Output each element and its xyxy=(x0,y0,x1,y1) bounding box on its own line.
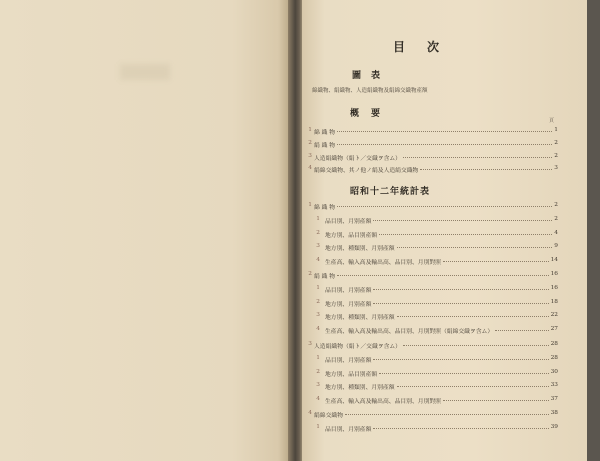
summary-entry xyxy=(304,152,558,162)
leader-dots xyxy=(403,157,552,158)
leader-dots xyxy=(397,247,552,248)
summary-entry xyxy=(304,126,558,136)
leader-dots xyxy=(373,220,552,221)
entry-page: 22 xyxy=(550,312,558,318)
leader-dots xyxy=(379,373,549,374)
entry-page: 3 xyxy=(554,165,558,171)
leader-dots xyxy=(397,316,549,317)
entry-number: 2 xyxy=(316,230,320,236)
leader-dots xyxy=(373,303,549,304)
stats-item-entry xyxy=(304,215,558,225)
toc-title: 目次 xyxy=(393,40,462,54)
leader-dots xyxy=(337,131,552,132)
stats-item-entry xyxy=(304,368,558,378)
entry-label: 地方別、種類別、月別產額 xyxy=(325,315,395,321)
entry-label: 綿 織 物 xyxy=(314,205,336,211)
entry-page: 30 xyxy=(550,369,558,375)
page-column-label: 頁 xyxy=(549,118,555,124)
entry-label: 品目別、月別產額 xyxy=(325,219,372,225)
entry-number: 4 xyxy=(316,396,320,402)
entry-page: 37 xyxy=(550,396,558,402)
entry-page: 9 xyxy=(554,243,558,249)
stats-item-entry xyxy=(304,423,558,433)
stats-item-entry xyxy=(304,242,558,252)
leader-dots xyxy=(345,414,549,415)
entry-number: 2 xyxy=(316,369,320,375)
leader-dots xyxy=(337,144,552,145)
entry-label: 品目別、月別產額 xyxy=(325,358,372,364)
entry-page: 4 xyxy=(554,230,558,236)
stats-section-entry xyxy=(304,340,558,350)
entry-label: 地方別、種類別、月別產額 xyxy=(325,385,395,391)
entry-label: 絹綿交織物 xyxy=(314,413,343,419)
entry-label: 生產高、輸入高及輸出高、品目別、月別對照 xyxy=(325,399,441,405)
entry-page: 14 xyxy=(550,257,558,263)
leader-dots xyxy=(403,345,549,346)
stats-item-entry xyxy=(304,298,558,308)
entry-label: 生產高、輸入高及輸出高、品目別、月別對照（絹綿交織ヲ含ム） xyxy=(325,329,494,335)
stats-item-entry xyxy=(304,381,558,391)
entry-label: 綿 織 物 xyxy=(314,130,336,136)
leader-dots xyxy=(373,428,549,429)
entry-label: 人造絹織物（絹ト／交織ヲ含ム） xyxy=(314,156,401,162)
entry-label: 絹 織 物 xyxy=(314,274,336,280)
entry-label: 生產高、輸入高及輸出高、品目別、月別對照 xyxy=(325,260,441,266)
stats-section-entry xyxy=(304,201,558,211)
entry-label: 地方別、種類別、月別產額 xyxy=(325,246,395,252)
entry-label: 地方別、品目別產額 xyxy=(325,372,378,378)
page-edge xyxy=(587,0,600,461)
entry-number: 1 xyxy=(316,355,320,361)
entry-number: 3 xyxy=(308,341,312,347)
entry-page: 2 xyxy=(554,140,558,146)
entry-page: 27 xyxy=(550,326,558,332)
entry-label: 人造絹織物（絹ト／交織ヲ含ム） xyxy=(314,344,401,350)
stats-item-entry xyxy=(304,311,558,321)
entry-label: 地方別、月別產額 xyxy=(325,302,372,308)
entry-label: 品目別、月別產額 xyxy=(325,427,372,433)
entry-number: 1 xyxy=(316,216,320,222)
entry-number: 3 xyxy=(308,153,312,159)
entry-page: 28 xyxy=(550,341,558,347)
leader-dots xyxy=(420,169,552,170)
entry-number: 2 xyxy=(316,299,320,305)
stats-item-entry xyxy=(304,256,558,266)
figures-subtitle: 綿織物、絹織物、人造絹織物及絹綿交織物產額 xyxy=(312,88,428,94)
leader-dots xyxy=(373,359,549,360)
leader-dots xyxy=(337,275,549,276)
leader-dots xyxy=(495,330,549,331)
entry-page: 16 xyxy=(550,285,558,291)
bleed-through-text xyxy=(120,64,170,80)
left-page xyxy=(0,0,290,461)
summary-entry xyxy=(304,139,558,149)
figures-heading: 圖表 xyxy=(352,71,391,81)
entry-label: 絹綿交織物、其ノ他ノ絹及人造絹交織物 xyxy=(314,168,419,174)
summary-heading: 概要 xyxy=(350,109,393,119)
stats-item-entry xyxy=(304,284,558,294)
entry-number: 4 xyxy=(308,165,312,171)
entry-number: 4 xyxy=(308,410,312,416)
entry-number: 1 xyxy=(308,202,312,208)
leader-dots xyxy=(337,206,552,207)
entry-number: 1 xyxy=(316,285,320,291)
entry-page: 2 xyxy=(554,216,558,222)
entry-page: 16 xyxy=(550,271,558,277)
entry-label: 地方別、品目別產額 xyxy=(325,233,378,239)
stats-item-entry xyxy=(304,325,558,335)
entry-page: 18 xyxy=(550,299,558,305)
entry-label: 絹 織 物 xyxy=(314,143,336,149)
entry-page: 33 xyxy=(550,382,558,388)
entry-number: 4 xyxy=(316,257,320,263)
stats-heading: 昭和十二年統計表 xyxy=(350,187,431,197)
entry-number: 2 xyxy=(308,140,312,146)
entry-number: 2 xyxy=(308,271,312,277)
leader-dots xyxy=(373,289,549,290)
summary-entry xyxy=(304,164,558,174)
entry-number: 1 xyxy=(308,127,312,133)
stats-item-entry xyxy=(304,354,558,364)
leader-dots xyxy=(379,234,552,235)
entry-label: 品目別、月別產額 xyxy=(325,288,372,294)
entry-page: 2 xyxy=(554,153,558,159)
leader-dots xyxy=(443,400,549,401)
entry-number: 1 xyxy=(316,424,320,430)
entry-page: 38 xyxy=(550,410,558,416)
stats-item-entry xyxy=(304,395,558,405)
stats-item-entry xyxy=(304,229,558,239)
entry-number: 3 xyxy=(316,243,320,249)
entry-number: 4 xyxy=(316,326,320,332)
entry-page: 1 xyxy=(554,127,558,133)
leader-dots xyxy=(443,261,549,262)
leader-dots xyxy=(397,386,549,387)
entry-number: 3 xyxy=(316,382,320,388)
entry-page: 39 xyxy=(550,424,558,430)
stats-section-entry xyxy=(304,270,558,280)
stats-section-entry xyxy=(304,409,558,419)
entry-page: 28 xyxy=(550,355,558,361)
entry-number: 3 xyxy=(316,312,320,318)
entry-page: 2 xyxy=(554,202,558,208)
